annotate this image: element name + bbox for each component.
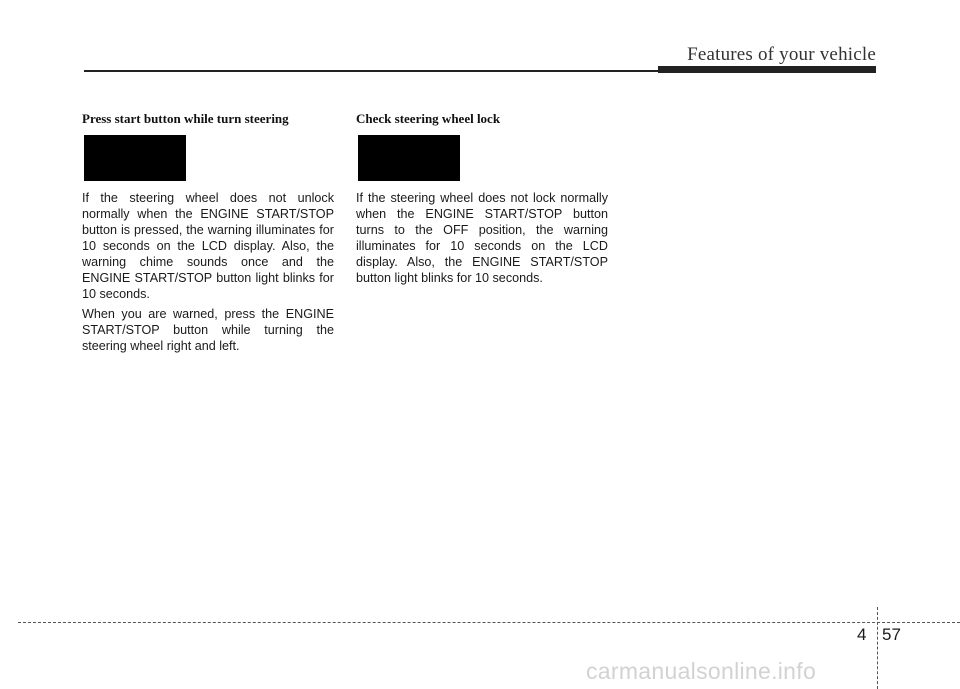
footer-divider bbox=[877, 607, 878, 689]
lcd-warning-image bbox=[358, 135, 460, 181]
left-column bbox=[82, 111, 334, 358]
left-heading: Press start button while turn steering bbox=[82, 111, 289, 126]
page-number: 57 bbox=[882, 625, 901, 644]
watermark: carmanualsonline.info bbox=[586, 658, 817, 684]
right-paragraph-1: If the steering wheel does not lock normally when the ENGINE START/STOP button turns to the OFF position, the warning illuminates for 10 seconds on the LCD display. Also, the ENGINE START/STOP button light blinks for 10 seconds. bbox=[356, 191, 608, 285]
header-section-title: Features of your vehicle bbox=[687, 44, 876, 65]
left-paragraph-1: If the steering wheel does not unlock normally when the ENGINE START/STOP button is pressed, the warning illuminates for 10 seconds on the LCD display. Also, the warning chime sounds once and the ENGINE START/STOP button light blinks for 10 seconds. bbox=[82, 191, 334, 301]
header-rule-accent bbox=[658, 66, 876, 73]
right-heading: Check steering wheel lock bbox=[356, 111, 501, 126]
lcd-warning-image bbox=[84, 135, 186, 181]
left-paragraph-2: When you are warned, press the ENGINE START/STOP button while turning the steering wheel right and left. bbox=[82, 307, 334, 353]
footer-rule bbox=[18, 622, 960, 623]
header-rule bbox=[84, 70, 664, 72]
right-column bbox=[356, 111, 608, 290]
chapter-number: 4 bbox=[857, 625, 867, 644]
